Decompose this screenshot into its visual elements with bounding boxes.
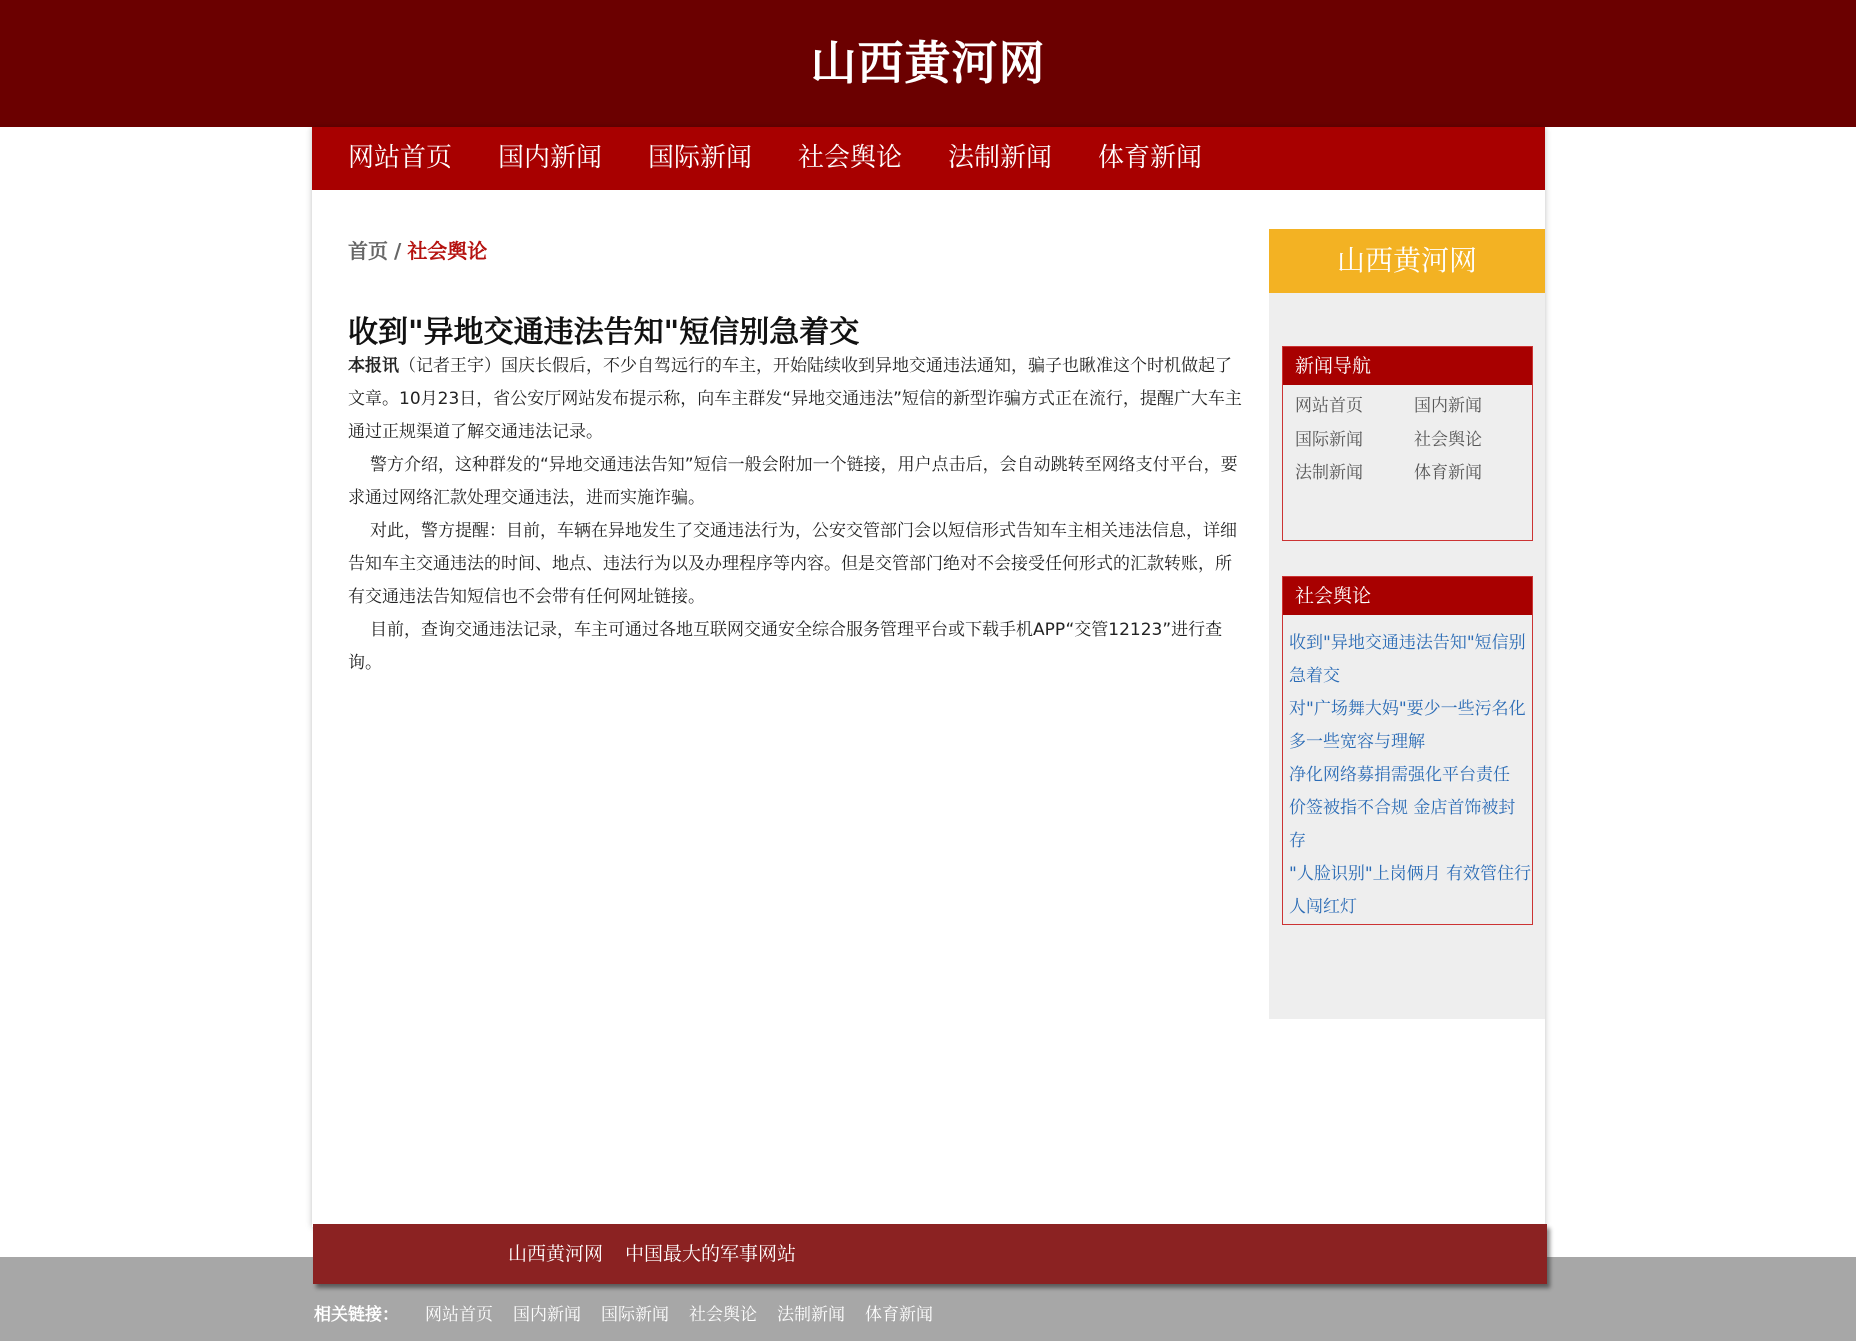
public-opinion-box: [1282, 576, 1533, 925]
site-title[interactable]: 山西黄河网: [810, 36, 1046, 90]
article-paragraph-1-text: （记者王宇）国庆长假后，不少自驾远行的车主，开始陆续收到异地交通违法通知，骗子也瞅准这个时机做起了文章。10月23日，省公安厅网站发布提示称，向车主群发“异地交通违法”短信的新型诈骗方式正在流行，提醒广大车主通过正规渠道了解交通违法记录。: [348, 356, 1242, 442]
breadcrumb-separator: /: [394, 239, 402, 263]
sidebar: [1269, 229, 1545, 1019]
article-paragraph-2: 警方介绍，这种群发的“异地交通违法告知”短信一般会附加一个链接，用户点击后，会自动跳转至网络支付平台，要求通过网络汇款处理交通违法，进而实施诈骗。: [348, 455, 1238, 508]
news-nav-item-domestic-news[interactable]: 国内新闻: [1414, 396, 1482, 416]
related-link-sports-news[interactable]: 体育新闻: [865, 1305, 933, 1325]
related-links-label: 相关链接：: [314, 1305, 399, 1325]
nav-item-legal-news[interactable]: 法制新闻: [948, 143, 1053, 173]
news-nav-item-legal-news[interactable]: 法制新闻: [1295, 463, 1363, 483]
nav-item-home[interactable]: 网站首页: [348, 143, 453, 173]
article-paragraph-4: 目前，查询交通违法记录，车主可通过各地互联网交通安全综合服务管理平台或下载手机APP“交管12123”进行查询。: [348, 620, 1223, 673]
related-link-domestic-news[interactable]: 国内新闻: [513, 1305, 581, 1325]
public-opinion-title: 社会舆论: [1283, 577, 1532, 615]
breadcrumb-current[interactable]: 社会舆论: [407, 239, 488, 263]
nav-item-sports-news[interactable]: 体育新闻: [1098, 143, 1203, 173]
footer-slogan: 中国最大的军事网站: [625, 1243, 797, 1265]
news-nav-title: 新闻导航: [1283, 347, 1532, 385]
nav-item-domestic-news[interactable]: 国内新闻: [498, 143, 603, 173]
news-nav-item-intl-news[interactable]: 国际新闻: [1295, 430, 1363, 450]
opinion-link[interactable]: 对"广场舞大妈"要少一些污名化多一些宽容与理解: [1289, 699, 1526, 752]
breadcrumb: [348, 235, 487, 264]
nav-item-intl-news[interactable]: 国际新闻: [648, 143, 753, 173]
related-link-home[interactable]: 网站首页: [425, 1305, 493, 1325]
page-wrapper: [312, 127, 1545, 1265]
main-nav: [312, 127, 1545, 190]
opinion-link[interactable]: "人脸识别"上岗俩月 有效管住行人闯红灯: [1289, 864, 1532, 917]
article-paragraph-1: [348, 350, 1248, 449]
opinion-link[interactable]: 净化网络募捐需强化平台责任: [1289, 765, 1510, 785]
footer-text: [508, 1224, 818, 1284]
news-nav-item-sports-news[interactable]: 体育新闻: [1414, 463, 1482, 483]
footer-bar: [313, 1224, 1547, 1284]
related-link-intl-news[interactable]: 国际新闻: [601, 1305, 669, 1325]
news-nav-grid: [1283, 385, 1532, 540]
sidebar-header: 山西黄河网: [1269, 229, 1545, 293]
related-links: [314, 1300, 953, 1330]
article-title: 收到"异地交通违法告知"短信别急着交: [348, 315, 860, 350]
news-nav-box: [1282, 346, 1533, 541]
nav-item-public-opinion[interactable]: 社会舆论: [798, 143, 903, 173]
opinion-link[interactable]: 收到"异地交通违法告知"短信别急着交: [1289, 633, 1526, 686]
opinion-link[interactable]: 价签被指不合规 金店首饰被封存: [1289, 798, 1516, 851]
article-lead: 本报讯: [348, 356, 399, 376]
article-paragraph-3: 对此，警方提醒：目前，车辆在异地发生了交通违法行为，公安交管部门会以短信形式告知车主相关违法信息，详细告知车主交通违法的时间、地点、违法行为以及办理程序等内容。但是交管部门绝对不会接受任何形式的汇款转账，所有交通违法告知短信也不会带有任何网址链接。: [348, 521, 1237, 607]
footer-site-name: 山西黄河网: [508, 1243, 604, 1265]
news-nav-item-public-opinion[interactable]: 社会舆论: [1414, 430, 1482, 450]
news-nav-item-home[interactable]: 网站首页: [1295, 396, 1363, 416]
article-body: [348, 350, 1248, 680]
related-link-legal-news[interactable]: 法制新闻: [777, 1305, 845, 1325]
breadcrumb-home-link[interactable]: 首页: [348, 239, 388, 263]
public-opinion-list: [1283, 615, 1532, 924]
related-link-public-opinion[interactable]: 社会舆论: [689, 1305, 757, 1325]
